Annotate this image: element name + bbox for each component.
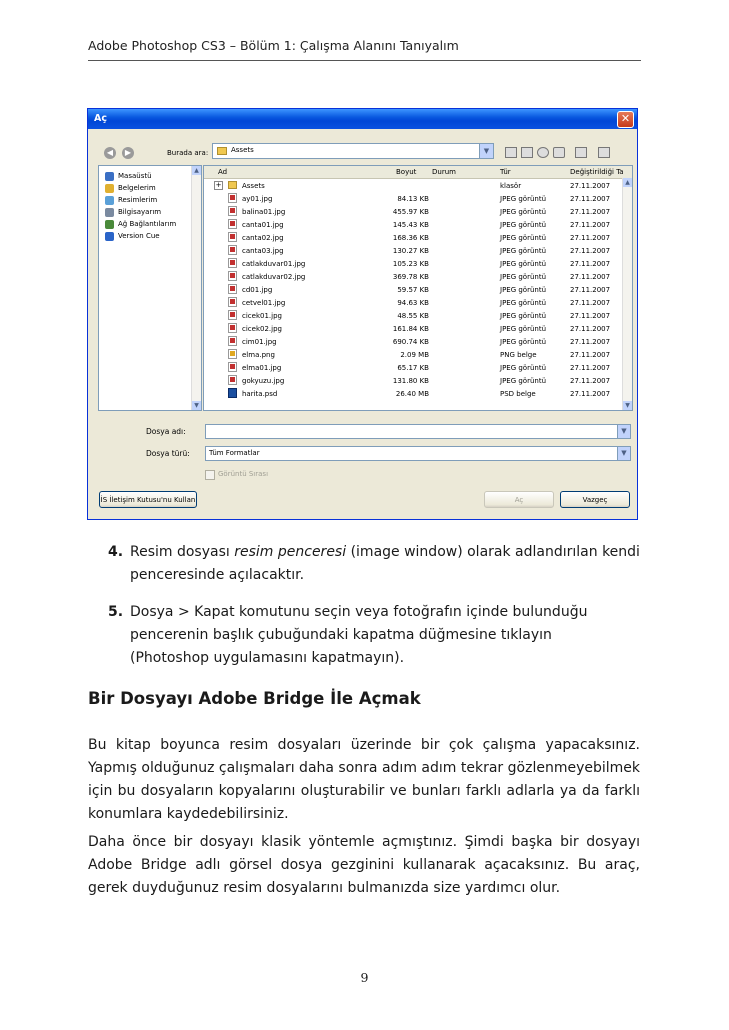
file-name: cd01.jpg — [242, 286, 273, 294]
file-name: catlakduvar01.jpg — [242, 260, 306, 268]
pictures-icon — [105, 196, 114, 205]
place-label: Belgelerim — [118, 184, 156, 192]
jpg-file-icon — [228, 206, 237, 216]
file-row[interactable] — [204, 309, 622, 322]
jpg-file-icon — [228, 284, 237, 294]
file-list-scrollbar[interactable] — [622, 178, 632, 410]
file-name: elma01.jpg — [242, 364, 282, 372]
jpg-file-icon — [228, 323, 237, 333]
column-header-status[interactable]: Durum — [432, 168, 456, 176]
chevron-down-icon[interactable]: ▼ — [479, 144, 493, 158]
use-os-dialog-button[interactable]: İS İletişim Kutusu'nu Kullan — [99, 491, 197, 508]
paragraph-1: Bu kitap boyunca resim dosyaları üzerinde bir çok çalışma yapacaksınız. Yapmış olduğunuz çalışmaları daha sonra adım adım tekrar gözlenmeyebilmek için bu dosyaların kopyalarını oluşturabilir ve bunları farklı adlarla ya da farklı konumlara kaydedebilirsiniz. — [88, 737, 640, 822]
file-row[interactable] — [204, 192, 622, 205]
file-size: 26.40 MB — [395, 390, 429, 398]
desktop-icon — [105, 172, 114, 181]
file-type: JPEG görüntü — [500, 247, 547, 255]
jpg-file-icon — [228, 193, 237, 203]
view-menu-icon[interactable] — [575, 147, 587, 158]
place-label: Resimlerim — [118, 196, 158, 204]
filetype-combo[interactable] — [205, 446, 631, 461]
file-row[interactable] — [204, 387, 622, 400]
file-size: 130.27 KB — [392, 247, 429, 255]
file-size: 369.78 KB — [392, 273, 429, 281]
computer-icon — [105, 208, 114, 217]
dialog-title: Aç — [94, 113, 107, 124]
file-size: 65.17 KB — [397, 364, 429, 372]
file-date: 27.11.2007 — [570, 182, 611, 190]
file-date: 27.11.2007 — [570, 351, 611, 359]
file-size: 84.13 KB — [397, 195, 429, 203]
file-size: 2.09 MB — [400, 351, 429, 359]
file-row[interactable] — [204, 205, 622, 218]
folder-file-icon — [228, 181, 237, 189]
filetype-label: Dosya türü: — [146, 449, 190, 458]
file-row[interactable] — [204, 244, 622, 257]
file-type: JPEG görüntü — [500, 364, 547, 372]
place-label: Version Cue — [118, 232, 160, 240]
chevron-down-icon[interactable]: ▼ — [617, 425, 630, 438]
step-number: 4. — [108, 544, 124, 560]
look-in-label: Burada ara: — [167, 149, 209, 157]
close-button[interactable]: ✕ — [617, 111, 634, 128]
file-size: 48.55 KB — [397, 312, 429, 320]
forward-icon[interactable]: ▶ — [122, 147, 134, 159]
scroll-up-icon[interactable]: ▲ — [623, 178, 632, 187]
file-size: 690.74 KB — [392, 338, 429, 346]
file-name: elma.png — [242, 351, 275, 359]
file-size: 94.63 KB — [397, 299, 429, 307]
file-name: catlakduvar02.jpg — [242, 273, 306, 281]
cancel-button[interactable]: Vazgeç — [560, 491, 630, 508]
file-date: 27.11.2007 — [570, 338, 611, 346]
jpg-file-icon — [228, 219, 237, 229]
file-row[interactable] — [204, 218, 622, 231]
file-type: JPEG görüntü — [500, 208, 547, 216]
chevron-down-icon[interactable]: ▼ — [617, 447, 630, 460]
step-text: Resim dosyası — [130, 544, 235, 560]
file-name: cetvel01.jpg — [242, 299, 286, 307]
file-list — [203, 165, 633, 411]
file-type: JPEG görüntü — [500, 195, 547, 203]
file-name: cicek02.jpg — [242, 325, 282, 333]
file-type: klasör — [500, 182, 522, 190]
file-date: 27.11.2007 — [570, 208, 611, 216]
file-type: JPEG görüntü — [500, 273, 547, 281]
column-header-modified[interactable]: Değiştirildiği Ta — [570, 168, 624, 176]
scroll-down-icon[interactable]: ▼ — [192, 401, 201, 410]
file-row[interactable] — [204, 257, 622, 270]
new-folder-icon[interactable] — [521, 147, 533, 158]
file-name: balina01.jpg — [242, 208, 286, 216]
folder-icon — [217, 147, 227, 155]
file-size: 145.43 KB — [392, 221, 429, 229]
delete-icon[interactable] — [553, 147, 565, 158]
running-header: Adobe Photoshop CS3 – Bölüm 1: Çalışma Alanını Tanıyalım — [88, 38, 459, 53]
page-number: 9 — [360, 970, 369, 985]
step-5 — [108, 601, 640, 670]
file-date: 27.11.2007 — [570, 247, 611, 255]
filename-label: Dosya adı: — [146, 427, 186, 436]
filename-combo[interactable] — [205, 424, 631, 439]
file-type: JPEG görüntü — [500, 234, 547, 242]
file-name: canta01.jpg — [242, 221, 284, 229]
file-row[interactable] — [204, 322, 622, 335]
file-type: JPEG görüntü — [500, 338, 547, 346]
file-date: 27.11.2007 — [570, 221, 611, 229]
file-row[interactable] — [204, 283, 622, 296]
file-date: 27.11.2007 — [570, 260, 611, 268]
tools-menu-icon[interactable] — [598, 147, 610, 158]
jpg-file-icon — [228, 362, 237, 372]
up-folder-icon[interactable] — [505, 147, 517, 158]
open-button[interactable]: Aç — [484, 491, 554, 508]
file-date: 27.11.2007 — [570, 234, 611, 242]
file-size: 131.80 KB — [392, 377, 429, 385]
file-row[interactable] — [204, 348, 622, 361]
places-scrollbar[interactable] — [191, 166, 201, 410]
image-sequence-label: Görüntü Sırası — [218, 470, 269, 478]
place-label: Ağ Bağlantılarım — [118, 220, 177, 228]
file-name: cim01.jpg — [242, 338, 277, 346]
file-date: 27.11.2007 — [570, 312, 611, 320]
column-header-row — [204, 166, 632, 179]
places-panel — [98, 165, 202, 411]
file-size: 105.23 KB — [392, 260, 429, 268]
back-icon[interactable]: ◀ — [104, 147, 116, 159]
file-size: 161.84 KB — [392, 325, 429, 333]
file-type: JPEG görüntü — [500, 299, 547, 307]
file-date: 27.11.2007 — [570, 364, 611, 372]
file-type: JPEG görüntü — [500, 325, 547, 333]
file-date: 27.11.2007 — [570, 195, 611, 203]
refresh-icon[interactable] — [537, 147, 549, 158]
file-size: 455.97 KB — [392, 208, 429, 216]
file-name: ay01.jpg — [242, 195, 273, 203]
jpg-file-icon — [228, 336, 237, 346]
file-type: PSD belge — [500, 390, 536, 398]
file-type: PNG belge — [500, 351, 537, 359]
file-row[interactable] — [204, 296, 622, 309]
documents-icon — [105, 184, 114, 193]
header-rule — [88, 60, 641, 61]
file-type: JPEG görüntü — [500, 377, 547, 385]
step-text: pencerenin başlık çubuğundaki kapatma düğmesine tıklayın — [130, 627, 552, 643]
step-4 — [108, 541, 640, 587]
step-emphasis: resim penceresi — [234, 544, 347, 560]
png-file-icon — [228, 349, 237, 359]
jpg-file-icon — [228, 232, 237, 242]
file-name: gokyuzu.jpg — [242, 377, 285, 385]
filetype-value: Tüm Formatlar — [209, 449, 260, 457]
file-date: 27.11.2007 — [570, 286, 611, 294]
file-type: JPEG görüntü — [500, 221, 547, 229]
file-type: JPEG görüntü — [500, 312, 547, 320]
place-label: Bilgisayarım — [118, 208, 162, 216]
step-number: 5. — [108, 604, 124, 620]
file-name: canta02.jpg — [242, 234, 284, 242]
open-dialog — [87, 108, 638, 520]
jpg-file-icon — [228, 271, 237, 281]
file-row[interactable] — [204, 179, 622, 192]
step-text: Dosya > Kapat komutunu seçin veya fotoğrafın içinde bulunduğu — [130, 604, 588, 620]
paragraph-2: Daha önce bir dosyayı klasik yöntemle açmıştınız. Şimdi başka bir dosyayı Adobe Bridge adlı görsel dosya gezginini kullanarak açacaksınız. Bu araç, gerek duyduğunuz resim dosyalarını bulmanızda size yardımcı olur. — [88, 834, 640, 896]
column-header-type[interactable]: Tür — [500, 168, 511, 176]
look-in-value: Assets — [231, 146, 254, 154]
column-header-size[interactable]: Boyut — [396, 168, 417, 176]
file-row[interactable] — [204, 231, 622, 244]
file-row[interactable] — [204, 374, 622, 387]
jpg-file-icon — [228, 310, 237, 320]
file-name: Assets — [242, 182, 265, 190]
dialog-titlebar[interactable] — [88, 109, 637, 129]
file-type: JPEG görüntü — [500, 260, 547, 268]
file-row[interactable] — [204, 270, 622, 283]
file-name: harita.psd — [242, 390, 278, 398]
scroll-up-icon[interactable]: ▲ — [192, 166, 201, 175]
file-name: cicek01.jpg — [242, 312, 282, 320]
file-date: 27.11.2007 — [570, 377, 611, 385]
scroll-down-icon[interactable]: ▼ — [623, 401, 632, 410]
file-row[interactable] — [204, 361, 622, 374]
step-text: (Photoshop uygulamasını kapatmayın). — [130, 650, 405, 666]
file-date: 27.11.2007 — [570, 299, 611, 307]
file-size: 59.57 KB — [397, 286, 429, 294]
file-name: canta03.jpg — [242, 247, 284, 255]
jpg-file-icon — [228, 258, 237, 268]
look-in-combo[interactable] — [212, 143, 494, 159]
file-date: 27.11.2007 — [570, 273, 611, 281]
file-size: 168.36 KB — [392, 234, 429, 242]
section-title: Bir Dosyayı Adobe Bridge İle Açmak — [88, 689, 421, 708]
version-cue-icon — [105, 232, 114, 241]
step-text: penceresinde açılacaktır. — [130, 567, 305, 583]
expand-icon[interactable]: + — [215, 181, 222, 189]
image-sequence-checkbox[interactable] — [205, 470, 215, 480]
file-type: JPEG görüntü — [500, 286, 547, 294]
step-text: (image window) olarak adlandırılan kendi — [346, 544, 640, 560]
column-header-name[interactable]: Ad — [218, 168, 228, 176]
jpg-file-icon — [228, 375, 237, 385]
psd-file-icon — [228, 388, 237, 398]
place-label: Masaüstü — [118, 172, 152, 180]
jpg-file-icon — [228, 297, 237, 307]
file-date: 27.11.2007 — [570, 325, 611, 333]
file-row[interactable] — [204, 335, 622, 348]
file-date: 27.11.2007 — [570, 390, 611, 398]
network-icon — [105, 220, 114, 229]
jpg-file-icon — [228, 245, 237, 255]
